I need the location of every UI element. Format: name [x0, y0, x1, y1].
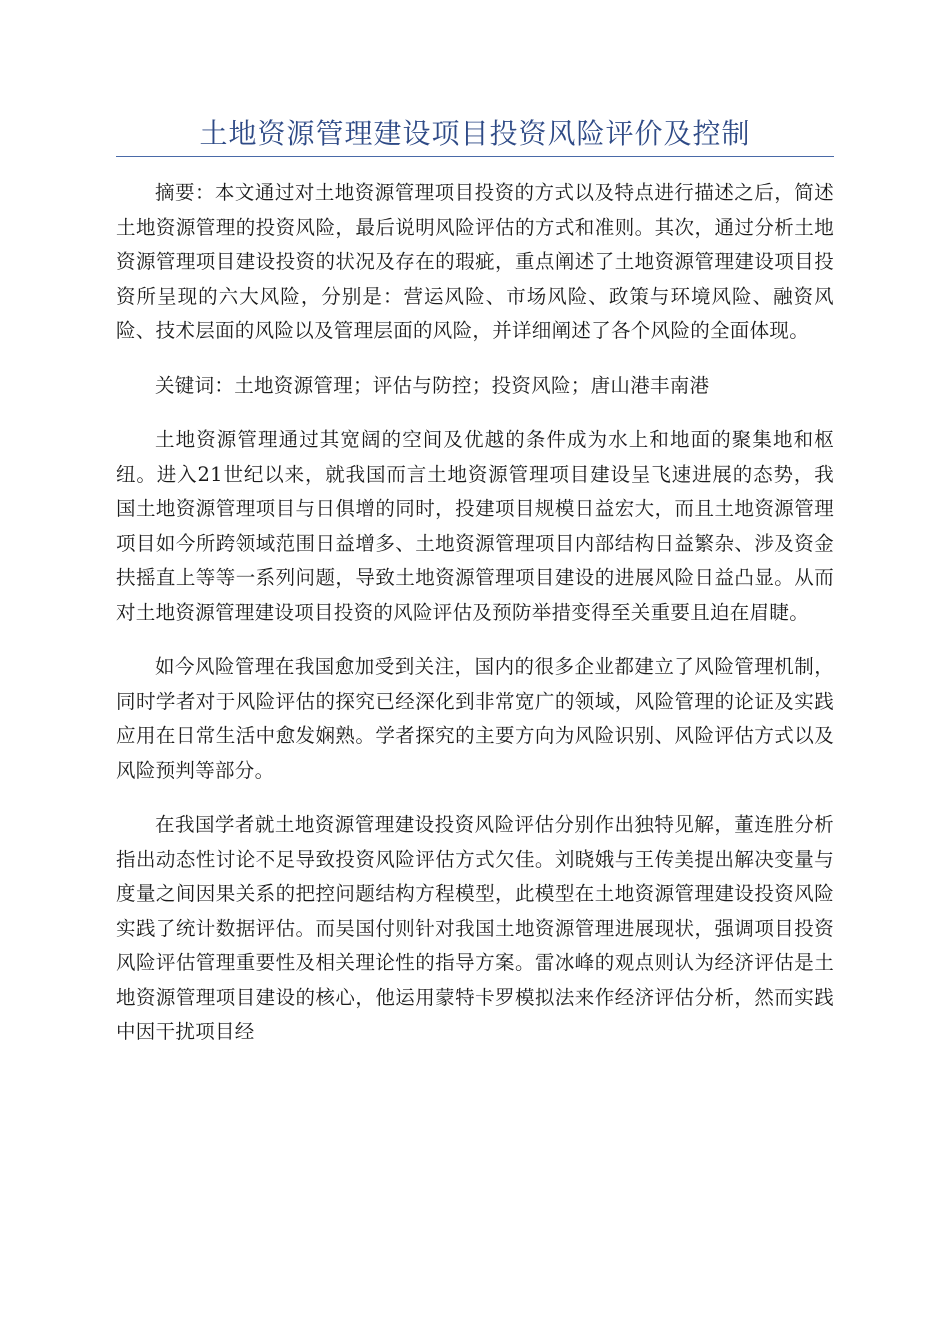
document-title: 土地资源管理建设项目投资风险评价及控制	[199, 117, 751, 150]
body-paragraph-1: 土地资源管理通过其宽阔的空间及优越的条件成为水上和地面的聚集地和枢纽。进入21世纪以来，就我国而言土地资源管理项目建设呈飞速进展的态势，我国土地资源管理项目与日俱增的同时，投建项目规模日益宏大，而且土地资源管理项目如今所跨领域范围日益增多、土地资源管理项目内部结构日益繁杂、涉及资金扶摇直上等等一系列问题，导致土地资源管理项目建设的进展风险日益凸显。从而对土地资源管理建设项目投资的风险评估及预防举措变得至关重要且迫在眉睫。	[116, 428, 834, 624]
body-paragraph-2: 如今风险管理在我国愈加受到关注，国内的很多企业都建立了风险管理机制，同时学者对于风险评估的探究已经深化到非常宽广的领域，风险管理的论证及实践应用在日常生活中愈发娴熟。学者探究的主要方向为风险识别、风险评估方式以及风险预判等部分。	[116, 655, 834, 782]
abstract-paragraph: 摘要：本文通过对土地资源管理项目投资的方式以及特点进行描述之后，简述土地资源管理的投资风险，最后说明风险评估的方式和准则。其次，通过分析土地资源管理项目建设投资的状况及存在的瑕疵，重点阐述了土地资源管理建设项目投资所呈现的六大风险，分别是：营运风险、市场风险、政策与环境风险、融资风险、技术层面的风险以及管理层面的风险，并详细阐述了各个风险的全面体现。	[116, 181, 834, 342]
title-underline	[116, 156, 834, 157]
document-page	[116, 0, 834, 1050]
keywords-paragraph: 关键词：土地资源管理；评估与防控；投资风险；唐山港丰南港	[155, 373, 710, 397]
body-paragraph-3: 在我国学者就土地资源管理建设投资风险评估分别作出独特见解，董连胜分析指出动态性讨论不足导致投资风险评估方式欠佳。刘晓娥与王传美提出解决变量与度量之间因果关系的把控问题结构方程模型，此模型在土地资源管理建设投资风险实践了统计数据评估。而吴国付则针对我国土地资源管理进展现状，强调项目投资风险评估管理重要性及相关理论性的指导方案。雷冰峰的观点则认为经济评估是土地资源管理项目建设的核心，他运用蒙特卡罗模拟法来作经济评估分析，然而实践中因干扰项目经	[116, 813, 834, 1043]
